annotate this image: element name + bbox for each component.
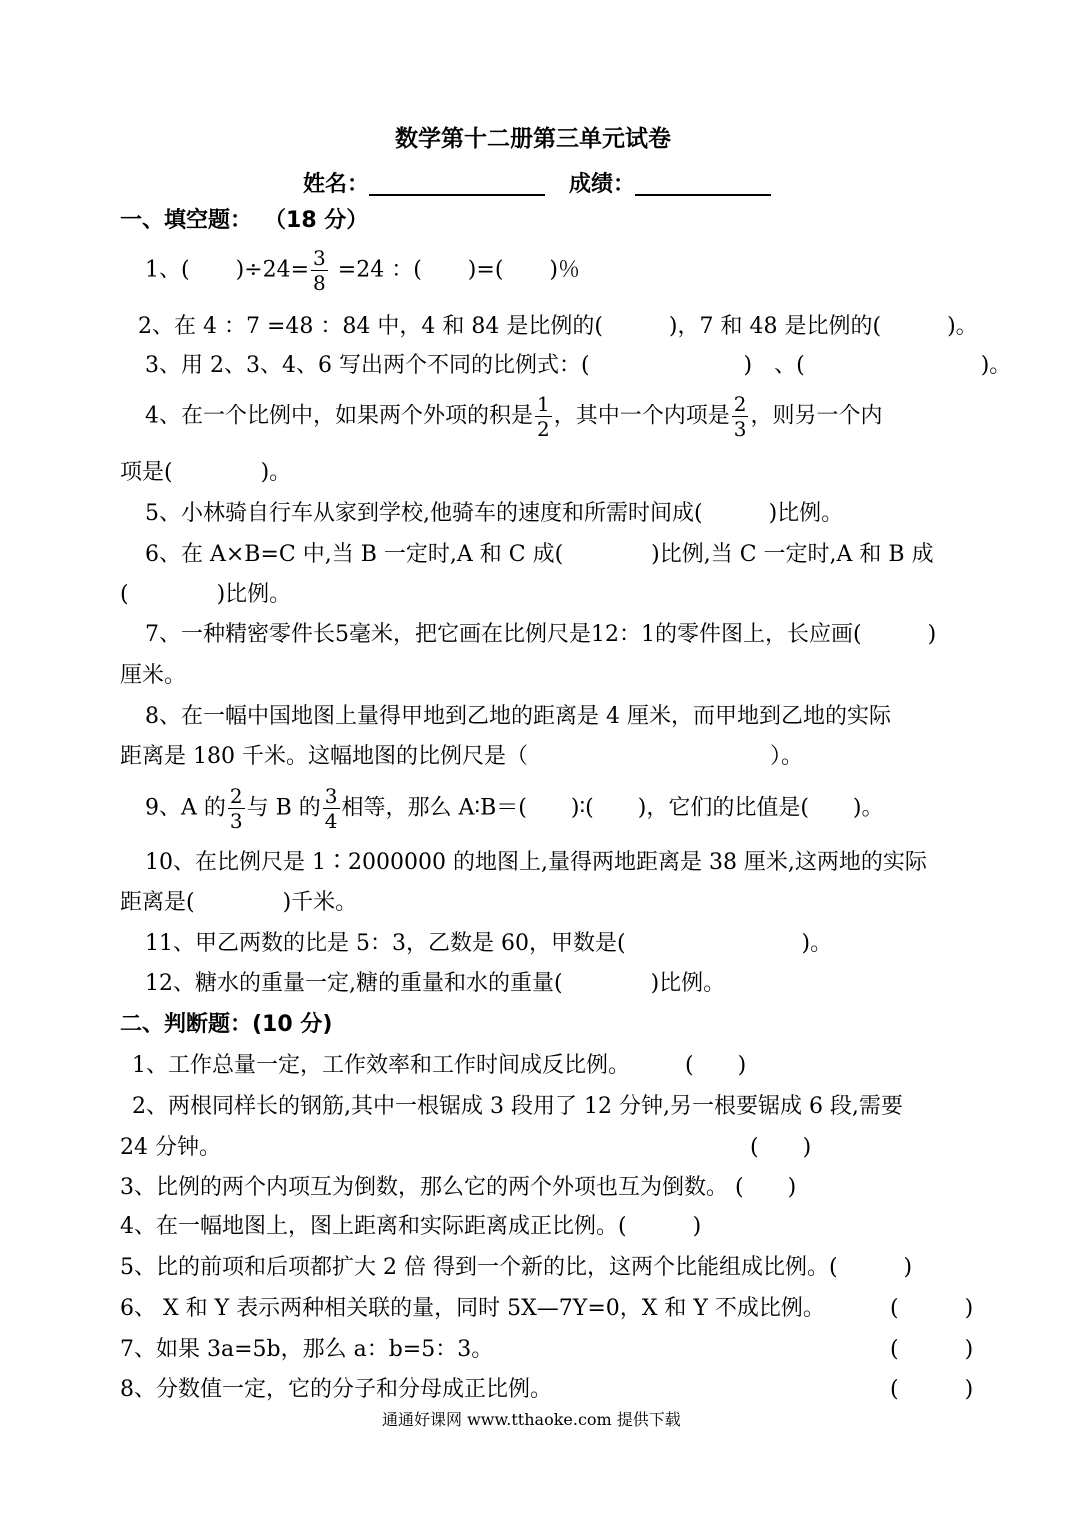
fraction-3-4 <box>323 786 340 831</box>
question-1-4-line2: 项是( )。 <box>120 460 292 485</box>
section2-heading: 二、判断题：(10 分) <box>120 1012 333 1037</box>
q4-part-c: ，则另一个内 <box>750 403 883 429</box>
fraction-numerator: 2 <box>229 784 243 808</box>
question-1-12: 12、糖水的重量一定,糖的重量和水的重量( )比例。 <box>145 971 726 996</box>
question-1-7-line2: 厘米。 <box>120 663 187 688</box>
q9-part-c: 相等，那么 A∶B＝( )∶( )，它们的比值是( )。 <box>341 795 884 821</box>
answer-paren[interactable]: ( ) <box>890 1337 974 1362</box>
footer-text: 通通好课网 www.tthaoke.com 提供下载 <box>382 1410 681 1429</box>
question-2-1: 1、工作总量一定，工作效率和工作时间成反比例。 ( ) <box>132 1053 747 1078</box>
q1-part-c: =24 ：( <box>337 257 422 283</box>
q4-part-a: 4、在一个比例中，如果两个外项的积是 <box>145 403 533 429</box>
answer-paren[interactable]: ( ) <box>750 1135 812 1160</box>
question-2-7: 7、如果 3a=5b，那么 a：b=5：3。 <box>120 1337 494 1362</box>
question-1-10-line2: 距离是( )千米。 <box>120 890 358 915</box>
fraction-denominator: 8 <box>313 271 326 295</box>
question-1-9 <box>145 786 884 831</box>
fraction-numerator: 3 <box>324 784 338 808</box>
q1-part-a: 1、( <box>145 257 190 283</box>
question-1-8-line2: 距离是 180 千米。这幅地图的比例尺是（ ）。 <box>120 744 803 769</box>
question-1-3: 3、用 2、3、4、6 写出两个不同的比例式：( ) 、( )。 <box>145 353 1012 378</box>
question-2-2: 2、两根同样长的钢筋,其中一根锯成 3 段用了 12 分钟,另一根要锯成 6 段,需要 <box>132 1094 903 1119</box>
question-1-11: 11、甲乙两数的比是 5：3，乙数是 60，甲数是( )。 <box>145 931 833 956</box>
q1-part-d: )=( <box>467 257 504 283</box>
name-blank[interactable] <box>369 170 545 196</box>
q9-part-a: 9、A 的 <box>145 795 226 821</box>
fraction-numerator: 1 <box>537 392 550 416</box>
name-row <box>303 170 771 196</box>
fraction-2-3 <box>228 786 245 831</box>
score-label: 成绩： <box>569 172 636 197</box>
question-2-5: 5、比的前项和后项都扩大 2 倍 得到一个新的比，这两个比能组成比例。( ) <box>120 1255 913 1280</box>
question-1-10: 10、在比例尺是 1∶2000000 的地图上,量得两地距离是 38 厘米,这两地的实际 <box>145 850 927 875</box>
q4-part-b: ，其中一个内项是 <box>553 403 730 429</box>
fraction-denominator: 3 <box>733 417 747 441</box>
q1-part-b: )÷24= <box>235 257 310 283</box>
fraction-denominator: 3 <box>229 809 243 833</box>
answer-paren[interactable]: ( ) <box>890 1377 974 1402</box>
score-blank[interactable] <box>635 170 771 196</box>
q9-part-b: 与 B 的 <box>246 795 321 821</box>
question-1-4 <box>145 394 883 439</box>
question-1-5: 5、小林骑自行车从家到学校,他骑车的速度和所需时间成( )比例。 <box>145 501 844 526</box>
question-1-7: 7、一种精密零件长5毫米，把它画在比例尺是12：1的零件图上，长应画( ) <box>145 622 937 647</box>
fraction-numerator: 3 <box>313 246 326 270</box>
section1-heading-text: 一、填空题： <box>120 208 253 233</box>
question-1-6-line2: ( )比例。 <box>120 582 292 607</box>
question-2-3: 3、比例的两个内项互为倒数，那么它的两个外项也互为倒数。 ( ) <box>120 1175 797 1200</box>
q1-part-e: )％ <box>549 257 580 283</box>
question-1-6: 6、在 A×B=C 中,当 B 一定时,A 和 C 成( )比例,当 C 一定时,A 和 B 成 <box>145 542 934 567</box>
fraction-denominator: 2 <box>537 417 550 441</box>
answer-paren[interactable]: ( ) <box>890 1296 974 1321</box>
question-1-2: 2、在 4 ：7 =48 ：84 中，4 和 84 是比例的( )，7 和 48 是比例的( )。 <box>138 314 978 339</box>
section1-heading <box>120 210 368 232</box>
page-title: 数学第十二册第三单元试卷 <box>395 126 671 152</box>
fraction-3-8 <box>311 248 328 293</box>
fraction-denominator: 4 <box>324 809 338 833</box>
question-1-8: 8、在一幅中国地图上量得甲地到乙地的距离是 4 厘米，而甲地到乙地的实际 <box>145 704 891 729</box>
question-2-2-line2: 24 分钟。 <box>120 1135 221 1160</box>
section1-points: （18 分） <box>264 208 369 233</box>
fraction-1-2 <box>535 394 552 439</box>
name-label: 姓名： <box>303 172 370 197</box>
question-1-1 <box>145 248 580 293</box>
question-2-6: 6、 X 和 Y 表示两种相关联的量，同时 5X—7Y=0，X 和 Y 不成比例。 <box>120 1296 825 1321</box>
question-2-8: 8、分数值一定，它的分子和分母成正比例。 <box>120 1377 552 1402</box>
question-2-4: 4、在一幅地图上，图上距离和实际距离成正比例。( ) <box>120 1214 702 1239</box>
fraction-2-3 <box>732 394 749 439</box>
fraction-numerator: 2 <box>733 392 747 416</box>
